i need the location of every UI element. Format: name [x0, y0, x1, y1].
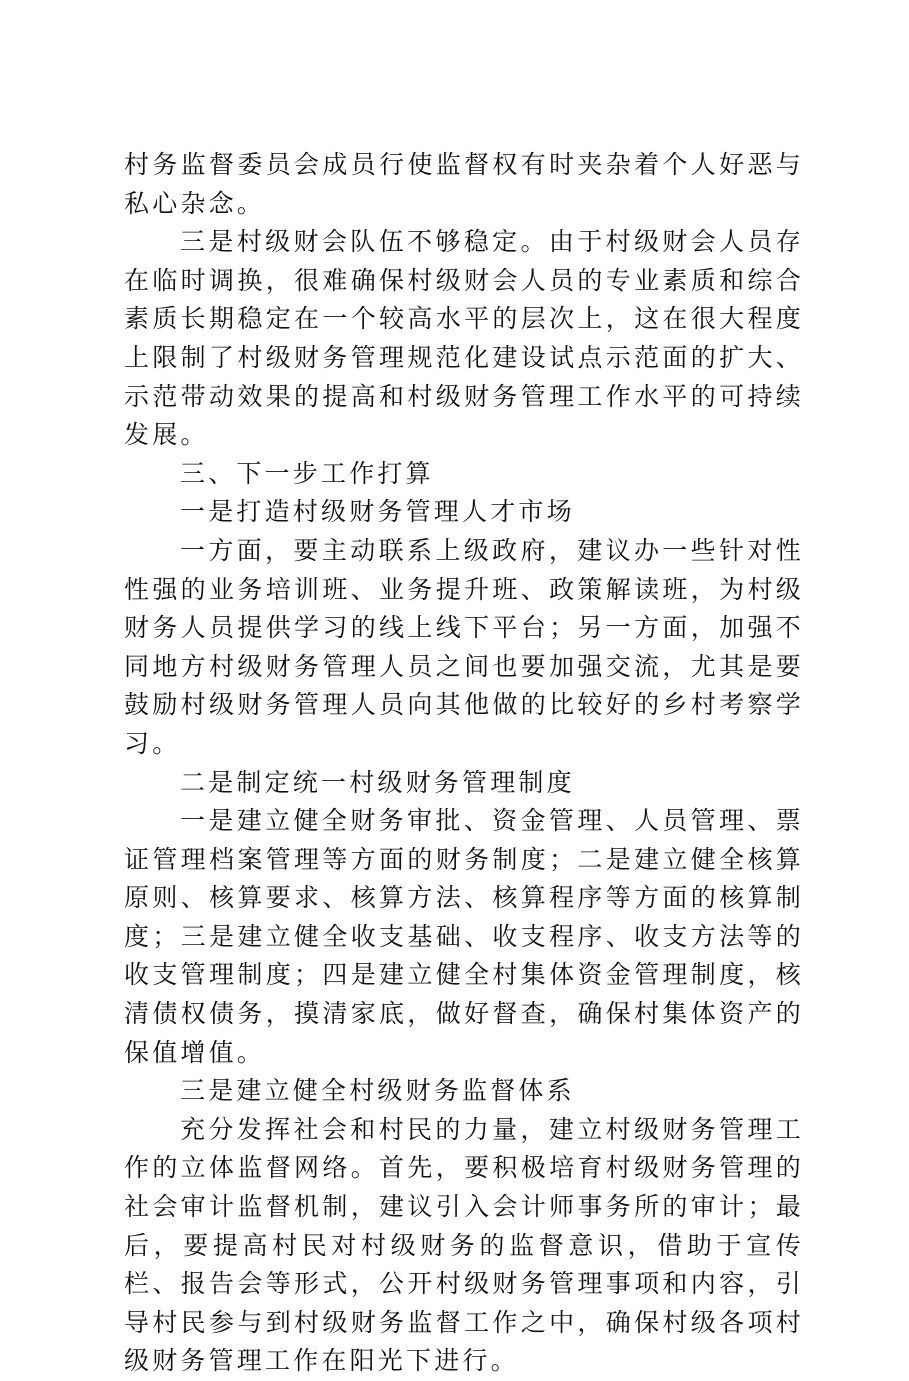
subheading-management-system: 二是制定统一村级财务管理制度: [180, 767, 575, 797]
paragraph-1: 村务监督委员会成员行使监督权有时夹杂着个人好恶与私心杂念。: [124, 150, 804, 218]
paragraph-2: 三是村级财会队伍不够稳定。由于村级财会人员存在临时调换，很难确保村级财会人员的专业素质和综合素质长期稳定在一个较高水平的层次上，这在很大程度上限制了村级财务管理规范化建设试点示范面的扩大、示范带动效果的提高和村级财务管理工作水平的可持续发展。: [124, 227, 804, 450]
paragraph-talent-market: 一方面，要主动联系上级政府，建议办一些针对性性强的业务培训班、业务提升班、政策解读班，为村级财务人员提供学习的线上线下平台；另一方面，加强不同地方村级财务管理人员之间也要加强交流，尤其是要鼓励村级财务管理人员向其他做的比较好的乡村考察学习。: [124, 535, 804, 758]
section-heading-next-steps: 三、下一步工作打算: [180, 458, 434, 488]
paragraph-management-system: 一是建立健全财务审批、资金管理、人员管理、票证管理档案管理等方面的财务制度；二是建立健全核算原则、核算要求、核算方法、核算程序等方面的核算制度；三是建立健全收支基础、收支程序、收支方法等的收支管理制度；四是建立健全村集体资金管理制度，核清债权债务，摸清家底，做好督查，确保村集体资产的保值增值。: [124, 806, 804, 1067]
paragraph-supervision-system: 充分发挥社会和村民的力量，建立村级财务管理工作的立体监督网络。首先，要积极培育村级财务管理的社会审计监督机制，建议引入会计师事务所的审计；最后，要提高村民对村级财务的监督意识，借助于宣传栏、报告会等形式，公开村级财务管理事项和内容，引导村民参与到村级财务监督工作之中，确保村级各项村级财务管理工作在阳光下进行。: [124, 1114, 804, 1376]
subheading-talent-market: 一是打造村级财务管理人才市场: [180, 497, 575, 527]
document-body: [124, 146, 804, 1381]
subheading-supervision-system: 三是建立健全村级财务监督体系: [180, 1076, 575, 1106]
